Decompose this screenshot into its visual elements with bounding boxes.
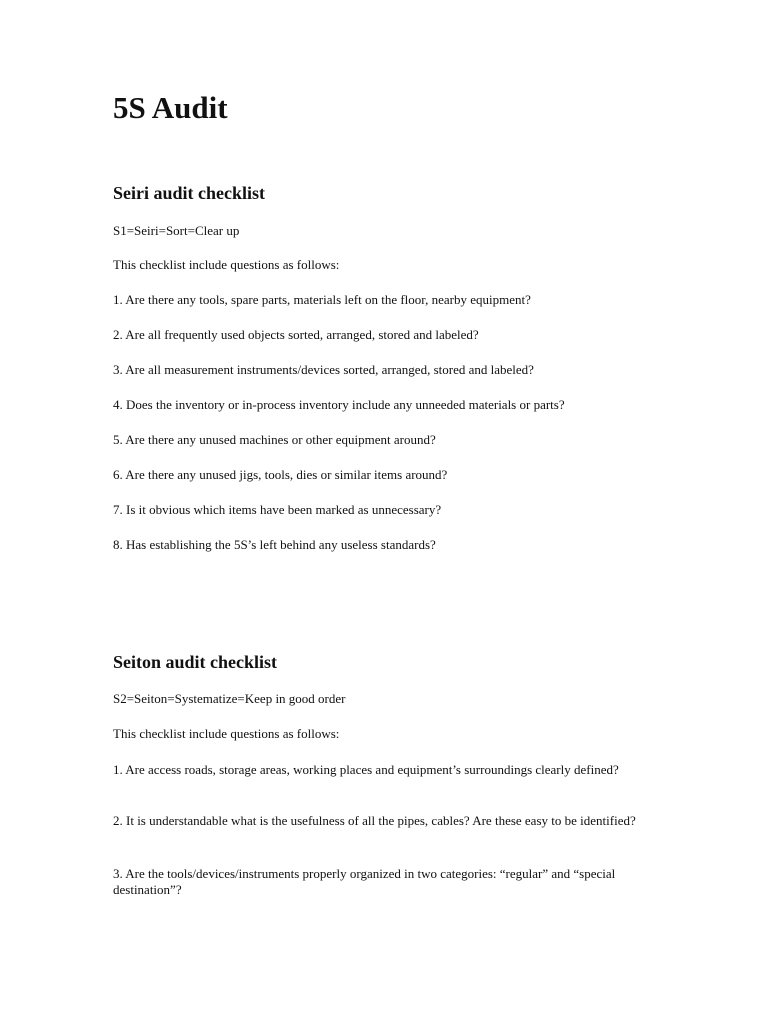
seiri-question: 2. Are all frequently used objects sorted, arranged, stored and labeled? (113, 327, 479, 342)
seiri-question: 3. Are all measurement instruments/devices sorted, arranged, stored and labeled? (113, 362, 534, 377)
page-title: 5S Audit (113, 90, 228, 125)
seiton-question: 2. It is understandable what is the usefulness of all the pipes, cables? Are these easy to be identified? (113, 813, 636, 828)
seiri-intro: This checklist include questions as follows: (113, 257, 340, 272)
seiton-definition: S2=Seiton=Systematize=Keep in good order (113, 691, 346, 706)
seiri-question: 4. Does the inventory or in-process inventory include any unneeded materials or parts? (113, 397, 565, 412)
seiri-question: 5. Are there any unused machines or other equipment around? (113, 432, 436, 447)
seiton-question: 1. Are access roads, storage areas, working places and equipment’s surroundings clearly defined? (113, 762, 619, 777)
seiri-definition: S1=Seiri=Sort=Clear up (113, 223, 240, 238)
seiri-section-heading: Seiri audit checklist (113, 183, 265, 203)
seiton-section-heading: Seiton audit checklist (113, 652, 278, 672)
seiri-question: 1. Are there any tools, spare parts, materials left on the floor, nearby equipment? (113, 292, 531, 307)
seiton-intro: This checklist include questions as follows: (113, 726, 340, 741)
seiton-question: 3. Are the tools/devices/instruments properly organized in two categories: “regular” and “special destination”? (113, 866, 616, 897)
seiri-question: 8. Has establishing the 5S’s left behind any useless standards? (113, 537, 436, 552)
seiri-question: 7. Is it obvious which items have been marked as unnecessary? (113, 502, 442, 517)
seiri-question: 6. Are there any unused jigs, tools, dies or similar items around? (113, 467, 448, 482)
